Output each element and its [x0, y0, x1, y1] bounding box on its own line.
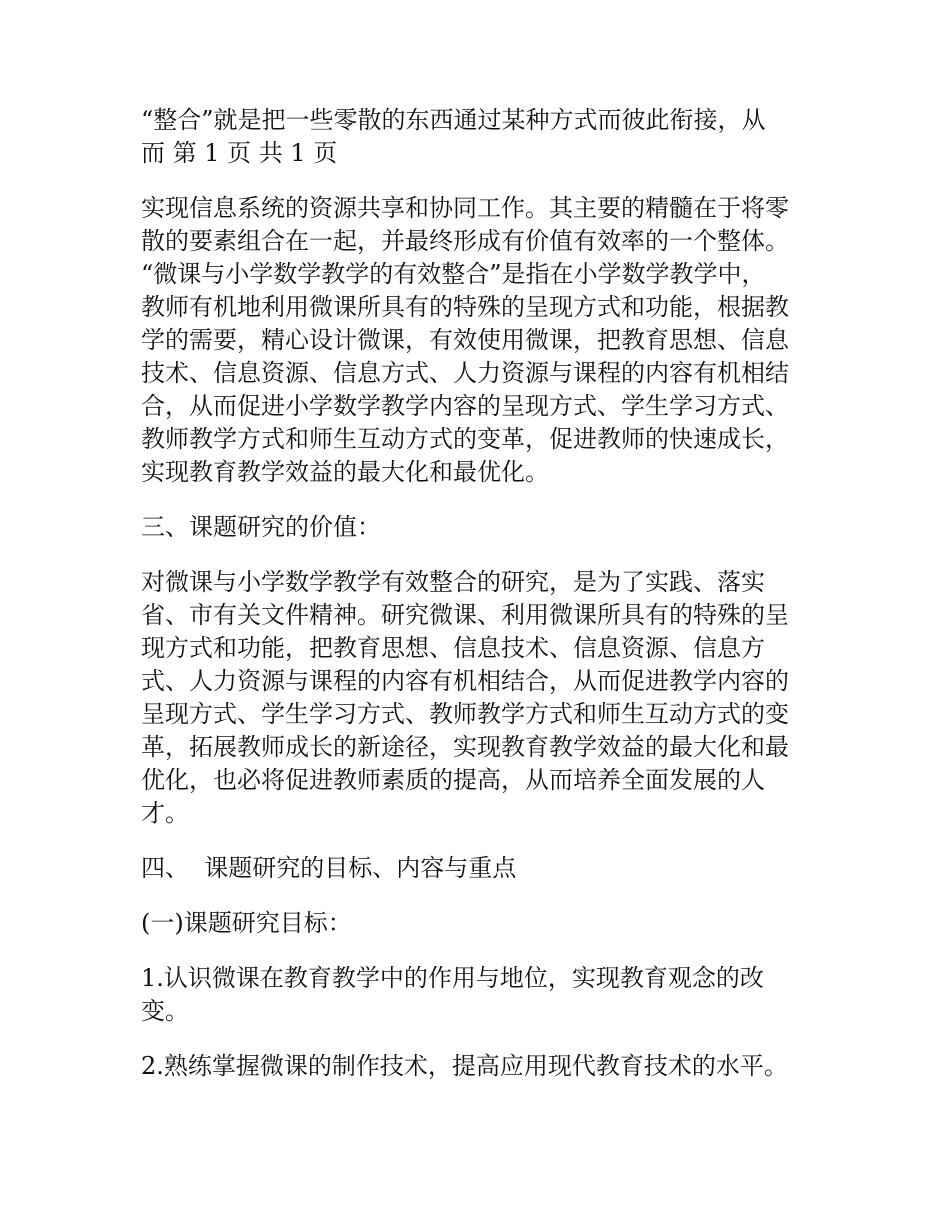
text-line: 1.认识微课在教育教学中的作用与地位，实现教育观念的改 — [141, 964, 764, 992]
text-line: “微课与小学数学教学的有效整合”是指在小学数学教学中， — [141, 260, 766, 288]
text-line: 技术、信息资源、信息方式、人力资源与课程的内容有机相结 — [141, 359, 789, 387]
list-item-goal-2 — [141, 1050, 813, 1083]
text-line: 才。 — [141, 799, 189, 827]
text-line: 散的要素组合在一起，并最终形成有价值有效率的一个整体。 — [141, 227, 789, 255]
list-item-goal-1 — [141, 962, 813, 1028]
section-heading-value — [141, 511, 813, 544]
text-line: 对微课与小学数学教学有效整合的研究，是为了实践、落实 — [141, 568, 765, 596]
text-line: 学的需要，精心设计微课，有效使用微课，把教育思想、信息 — [141, 326, 789, 354]
text-line: 变。 — [141, 997, 189, 1025]
text-line: 呈现方式、学生学习方式、教师教学方式和师生互动方式的变 — [141, 700, 789, 728]
text-line: 教师有机地利用微课所具有的特殊的呈现方式和功能，根据教 — [141, 293, 789, 321]
subsection-heading-goals — [141, 907, 813, 940]
text-line: 合，从而促进小学数学教学内容的呈现方式、学生学习方式、 — [141, 392, 789, 420]
section-heading-goals — [141, 852, 813, 885]
text-line: “整合”就是把一些零散的东西通过某种方式而彼此衔接，从 — [141, 106, 766, 134]
paragraph-research-value — [141, 566, 813, 830]
text-line: 式、人力资源与课程的内容有机相结合，从而促进教学内容的 — [141, 667, 789, 695]
paragraph-integration-explanation — [141, 192, 813, 489]
heading-text: 三、课题研究的价值： — [141, 513, 381, 541]
text-line: 省、市有关文件精神。研究微课、利用微课所具有的特殊的呈 — [141, 601, 789, 629]
text-line: 教师教学方式和师生互动方式的变革，促进教师的快速成长， — [141, 425, 789, 453]
heading-text: (一)课题研究目标： — [141, 909, 352, 937]
text-line: 现方式和功能，把教育思想、信息技术、信息资源、信息方 — [141, 634, 765, 662]
text-line: 实现教育教学效益的最大化和最优化。 — [141, 458, 549, 486]
document-page — [141, 104, 813, 1105]
text-line: 革，拓展教师成长的新途径，实现教育教学效益的最大化和最 — [141, 733, 789, 761]
paragraph-integration-definition — [141, 104, 813, 170]
text-line: 优化，也必将促进教师素质的提高，从而培养全面发展的人 — [141, 766, 765, 794]
heading-text: 四、 课题研究的目标、内容与重点 — [141, 854, 517, 882]
text-line: 实现信息系统的资源共享和协同工作。其主要的精髓在于将零 — [141, 194, 789, 222]
text-line: 2.熟练掌握微课的制作技术，提高应用现代教育技术的水平。 — [141, 1052, 788, 1080]
text-line-page-number: 而 第 1 页 共 1 页 — [141, 139, 338, 167]
